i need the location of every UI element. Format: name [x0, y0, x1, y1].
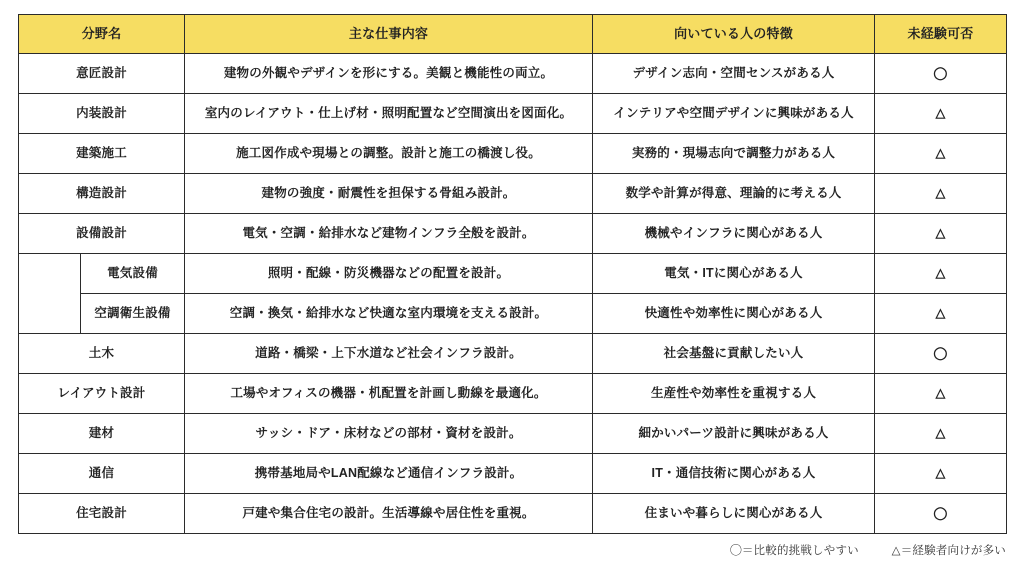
task-cell: 道路・橋梁・上下水道など社会インフラ設計。 — [185, 334, 593, 374]
fit-cell: 生産性や効率性を重視する人 — [593, 374, 875, 414]
column-header-task: 主な仕事内容 — [185, 15, 593, 54]
table-row — [19, 254, 1007, 294]
career-field-table — [18, 14, 1007, 534]
task-cell: 工場やオフィスの機器・机配置を計画し動線を最適化。 — [185, 374, 593, 414]
fit-cell: 快適性や効率性に関心がある人 — [593, 294, 875, 334]
field-name-cell: 意匠設計 — [19, 54, 185, 94]
table-body — [19, 54, 1007, 534]
experience-cell: ◯ — [875, 334, 1007, 374]
experience-cell: △ — [875, 254, 1007, 294]
sub-field-name-cell: 空調衛生設備 — [81, 294, 185, 334]
experience-cell: △ — [875, 94, 1007, 134]
field-group-spacer — [19, 254, 81, 334]
table-header — [19, 15, 1007, 54]
task-cell: 施工図作成や現場との調整。設計と施工の橋渡し役。 — [185, 134, 593, 174]
field-name-cell: 建材 — [19, 414, 185, 454]
task-cell: 携帯基地局やLAN配線など通信インフラ設計。 — [185, 454, 593, 494]
fit-cell: デザイン志向・空間センスがある人 — [593, 54, 875, 94]
fit-cell: IT・通信技術に関心がある人 — [593, 454, 875, 494]
legend — [18, 542, 1006, 558]
experience-cell: ◯ — [875, 494, 1007, 534]
experience-cell: △ — [875, 294, 1007, 334]
task-cell: 照明・配線・防災機器などの配置を設計。 — [185, 254, 593, 294]
table-row — [19, 374, 1007, 414]
experience-cell: △ — [875, 414, 1007, 454]
experience-cell: △ — [875, 174, 1007, 214]
table-row — [19, 414, 1007, 454]
legend-triangle: △＝経験者向けが多い — [891, 545, 1006, 557]
table-row — [19, 174, 1007, 214]
sub-field-name-cell: 電気設備 — [81, 254, 185, 294]
fit-cell: 数学や計算が得意、理論的に考える人 — [593, 174, 875, 214]
legend-circle: ◯＝比較的挑戦しやすい — [730, 545, 859, 557]
field-name-cell: 内装設計 — [19, 94, 185, 134]
column-header-fit: 向いている人の特徴 — [593, 15, 875, 54]
fit-cell: 細かいパーツ設計に興味がある人 — [593, 414, 875, 454]
field-name-cell: 通信 — [19, 454, 185, 494]
experience-cell: ◯ — [875, 54, 1007, 94]
field-name-cell: レイアウト設計 — [19, 374, 185, 414]
experience-cell: △ — [875, 134, 1007, 174]
fit-cell: 電気・ITに関心がある人 — [593, 254, 875, 294]
column-header-experience: 未経験可否 — [875, 15, 1007, 54]
field-name-cell: 構造設計 — [19, 174, 185, 214]
field-name-cell: 住宅設計 — [19, 494, 185, 534]
column-header-field: 分野名 — [19, 15, 185, 54]
field-name-cell: 設備設計 — [19, 214, 185, 254]
task-cell: 空調・換気・給排水など快適な室内環境を支える設計。 — [185, 294, 593, 334]
table-row — [19, 334, 1007, 374]
fit-cell: 実務的・現場志向で調整力がある人 — [593, 134, 875, 174]
task-cell: 電気・空調・給排水など建物インフラ全般を設計。 — [185, 214, 593, 254]
experience-cell: △ — [875, 374, 1007, 414]
table-row — [19, 134, 1007, 174]
experience-cell: △ — [875, 214, 1007, 254]
experience-cell: △ — [875, 454, 1007, 494]
task-cell: 戸建や集合住宅の設計。生活導線や居住性を重視。 — [185, 494, 593, 534]
field-name-cell: 土木 — [19, 334, 185, 374]
table-row — [19, 454, 1007, 494]
fit-cell: インテリアや空間デザインに興味がある人 — [593, 94, 875, 134]
task-cell: 室内のレイアウト・仕上げ材・照明配置など空間演出を図面化。 — [185, 94, 593, 134]
table-row — [19, 214, 1007, 254]
table-header-row — [19, 15, 1007, 54]
fit-cell: 機械やインフラに関心がある人 — [593, 214, 875, 254]
fit-cell: 住まいや暮らしに関心がある人 — [593, 494, 875, 534]
task-cell: サッシ・ドア・床材などの部材・資材を設計。 — [185, 414, 593, 454]
task-cell: 建物の外観やデザインを形にする。美観と機能性の両立。 — [185, 54, 593, 94]
fit-cell: 社会基盤に貢献したい人 — [593, 334, 875, 374]
table-row — [19, 54, 1007, 94]
task-cell: 建物の強度・耐震性を担保する骨組み設計。 — [185, 174, 593, 214]
table-row — [19, 94, 1007, 134]
table-row — [19, 494, 1007, 534]
field-name-cell: 建築施工 — [19, 134, 185, 174]
table-row — [19, 294, 1007, 334]
